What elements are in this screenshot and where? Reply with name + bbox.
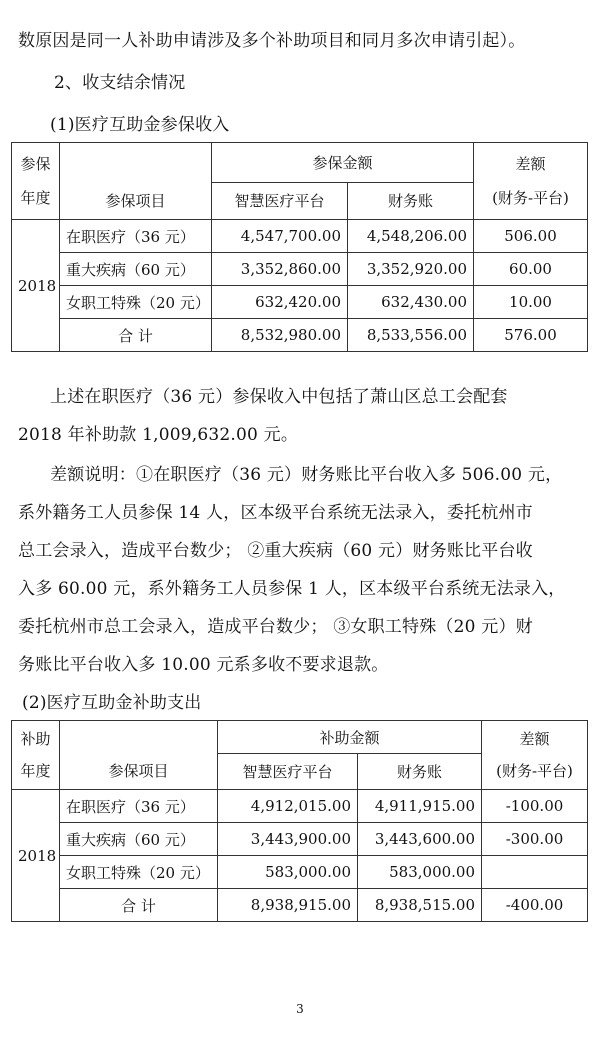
platform-cell: 4,912,015.00 xyxy=(218,790,358,823)
platform-cell: 3,352,860.00 xyxy=(212,253,348,286)
paragraph-line: 2018 年补助款 1,009,632.00 元。 xyxy=(18,425,299,445)
diff-cell: -100.00 xyxy=(482,790,588,823)
diff-cell xyxy=(482,856,588,889)
table-row xyxy=(12,823,588,856)
platform-cell: 632,420.00 xyxy=(212,286,348,319)
header-diff-line1: 差额 xyxy=(515,155,546,173)
diff-cell: 10.00 xyxy=(474,286,588,319)
total-label: 合 计 xyxy=(60,319,212,352)
subsidy-table xyxy=(11,720,588,922)
paragraph-line: 系外籍务工人员参保 14 人，区本级平台系统无法录入，委托杭州市 xyxy=(18,503,533,523)
header-platform: 智慧医疗平台 xyxy=(212,182,348,220)
paragraph-line: 委托杭州市总工会录入，造成平台数少； ③女职工特殊（20 元）财 xyxy=(18,617,533,637)
header-amount-group: 补助金额 xyxy=(218,721,482,754)
total-platform: 8,938,915.00 xyxy=(218,889,358,922)
header-item: 参保项目 xyxy=(60,143,212,220)
paragraph-line: 上述在职医疗（36 元）参保收入中包括了萧山区总工会配套 xyxy=(50,387,508,407)
total-label: 合 计 xyxy=(60,889,218,922)
finance-cell: 4,911,915.00 xyxy=(358,790,482,823)
finance-cell: 632,430.00 xyxy=(348,286,474,319)
item-cell: 重大疾病（60 元） xyxy=(60,823,218,856)
platform-cell: 583,000.00 xyxy=(218,856,358,889)
header-year-line1: 补助 xyxy=(20,730,51,748)
total-diff: -400.00 xyxy=(482,889,588,922)
header-year xyxy=(12,143,60,220)
subsection-heading: (2)医疗互助金补助支出 xyxy=(22,693,202,713)
diff-cell: -300.00 xyxy=(482,823,588,856)
header-platform: 智慧医疗平台 xyxy=(218,754,358,790)
item-cell: 在职医疗（36 元） xyxy=(60,220,212,253)
finance-cell: 3,443,600.00 xyxy=(358,823,482,856)
table-row xyxy=(12,790,588,823)
header-year-line2: 年度 xyxy=(20,189,51,207)
header-year xyxy=(12,721,60,790)
table-total-row xyxy=(12,889,588,922)
total-diff: 576.00 xyxy=(474,319,588,352)
paragraph-line: 总工会录入，造成平台数少； ②重大疾病（60 元）财务账比平台收 xyxy=(18,541,533,561)
income-table xyxy=(11,142,588,352)
header-diff-line2: (财务-平台) xyxy=(496,762,573,780)
table-row xyxy=(12,253,588,286)
table-row xyxy=(12,220,588,253)
total-platform: 8,532,980.00 xyxy=(212,319,348,352)
header-diff xyxy=(482,721,588,790)
year-cell: 2018 xyxy=(12,220,60,352)
finance-cell: 3,352,920.00 xyxy=(348,253,474,286)
header-diff-line1: 差额 xyxy=(519,730,550,748)
finance-cell: 583,000.00 xyxy=(358,856,482,889)
item-cell: 女职工特殊（20 元） xyxy=(60,286,212,319)
item-cell: 重大疾病（60 元） xyxy=(60,253,212,286)
platform-cell: 4,547,700.00 xyxy=(212,220,348,253)
header-diff xyxy=(474,143,588,220)
item-cell: 女职工特殊（20 元） xyxy=(60,856,218,889)
table-row xyxy=(12,286,588,319)
paragraph-line: 差额说明：①在职医疗（36 元）财务账比平台收入多 506.00 元， xyxy=(50,465,563,485)
header-amount-group: 参保金额 xyxy=(212,143,474,183)
year-cell: 2018 xyxy=(12,790,60,922)
paragraph-line: 数原因是同一人补助申请涉及多个补助项目和同月多次申请引起）。 xyxy=(18,31,526,51)
paragraph-line: 入多 60.00 元，系外籍务工人员参保 1 人，区本级平台系统无法录入， xyxy=(18,579,566,599)
header-finance: 财务账 xyxy=(358,754,482,790)
item-cell: 在职医疗（36 元） xyxy=(60,790,218,823)
header-year-line1: 参保 xyxy=(20,155,51,173)
platform-cell: 3,443,900.00 xyxy=(218,823,358,856)
table-total-row xyxy=(12,319,588,352)
section-heading: 2、收支结余情况 xyxy=(54,73,186,93)
total-finance: 8,938,515.00 xyxy=(358,889,482,922)
header-year-line2: 年度 xyxy=(20,762,51,780)
diff-cell: 506.00 xyxy=(474,220,588,253)
paragraph-line: 务账比平台收入多 10.00 元系多收不要求退款。 xyxy=(18,655,389,675)
page-number: 3 xyxy=(296,1002,304,1016)
header-diff-line2: (财务-平台) xyxy=(492,189,569,207)
total-finance: 8,533,556.00 xyxy=(348,319,474,352)
table-row xyxy=(12,856,588,889)
header-item: 参保项目 xyxy=(60,721,218,790)
diff-cell: 60.00 xyxy=(474,253,588,286)
header-finance: 财务账 xyxy=(348,182,474,220)
finance-cell: 4,548,206.00 xyxy=(348,220,474,253)
subsection-heading: (1)医疗互助金参保收入 xyxy=(50,115,230,135)
